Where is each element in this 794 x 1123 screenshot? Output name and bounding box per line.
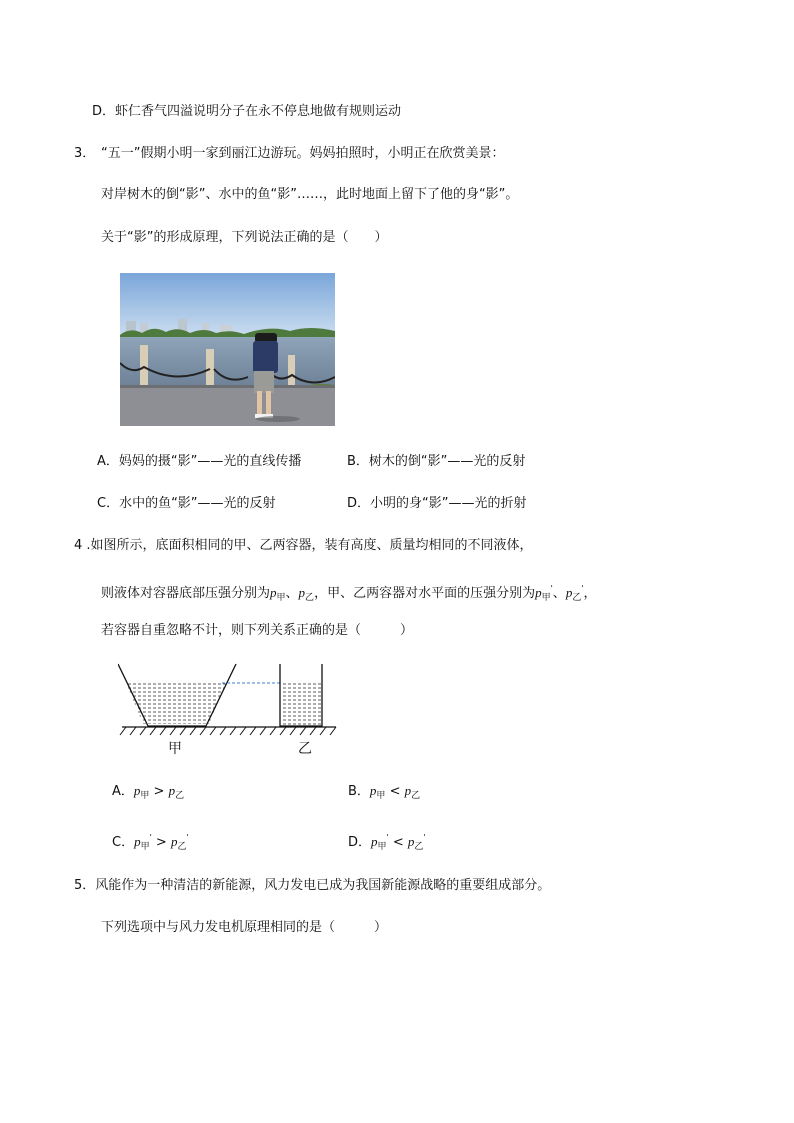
q5-stem-line2: 下列选项中与风力发电机原理相同的是（ ） bbox=[101, 920, 388, 935]
q5-stem-line1: 5．风能作为一种清洁的新能源，风力发电已成为我国新能源战略的重要组成部分。 bbox=[74, 878, 551, 893]
q3-option-a: A．妈妈的摄“影”——光的直线传播 bbox=[97, 454, 302, 469]
q3-number: 3． bbox=[74, 146, 96, 161]
q4-stem-line3: 若容器自重忽略不计，则下列关系正确的是（ ） bbox=[101, 623, 414, 638]
q4-option-b: B．$p_甲 < p_乙$ bbox=[348, 783, 421, 801]
label-yi: 乙 bbox=[298, 741, 312, 757]
q4-option-c: C．$p_甲' > p_乙'$ bbox=[112, 833, 189, 852]
q2-option-d: D．虾仁香气四溢说明分子在永不停息地做有规则运动 bbox=[92, 104, 402, 119]
q3-stem-line2: 对岸树木的倒“影”、水中的鱼“影”……，此时地面上留下了他的身“影”。 bbox=[101, 187, 519, 202]
q3-stem-line3: 关于“影”的形成原理，下列说法正确的是（ ） bbox=[101, 230, 388, 245]
q4-stem-line1: 4 .如图所示，底面积相同的甲、乙两容器，装有高度、质量均相同的不同液体， bbox=[74, 538, 533, 553]
q4-option-a: A．$p_甲 > p_乙$ bbox=[112, 783, 185, 801]
q3-stem-line1: “五一”假期小明一家到丽江边游玩。妈妈拍照时，小明正在欣赏美景： bbox=[101, 146, 505, 161]
q3-option-b: B．树木的倒“影”——光的反射 bbox=[347, 454, 526, 469]
q3-option-d: D．小明的身“影”——光的折射 bbox=[347, 496, 527, 511]
label-jia: 甲 bbox=[168, 741, 182, 757]
q3-option-c: C．水中的鱼“影”——光的反射 bbox=[97, 496, 276, 511]
lake-photo bbox=[120, 273, 335, 426]
q4-stem-line2: 则液体对容器底部压强分别为$p_甲$、$p_乙$，甲、乙两容器对水平面的压强分别为$p_甲'$、$p_乙'$， bbox=[101, 584, 597, 603]
containers-diagram bbox=[118, 662, 348, 762]
q4-option-d: D．$p_甲' < p_乙'$ bbox=[348, 833, 426, 852]
